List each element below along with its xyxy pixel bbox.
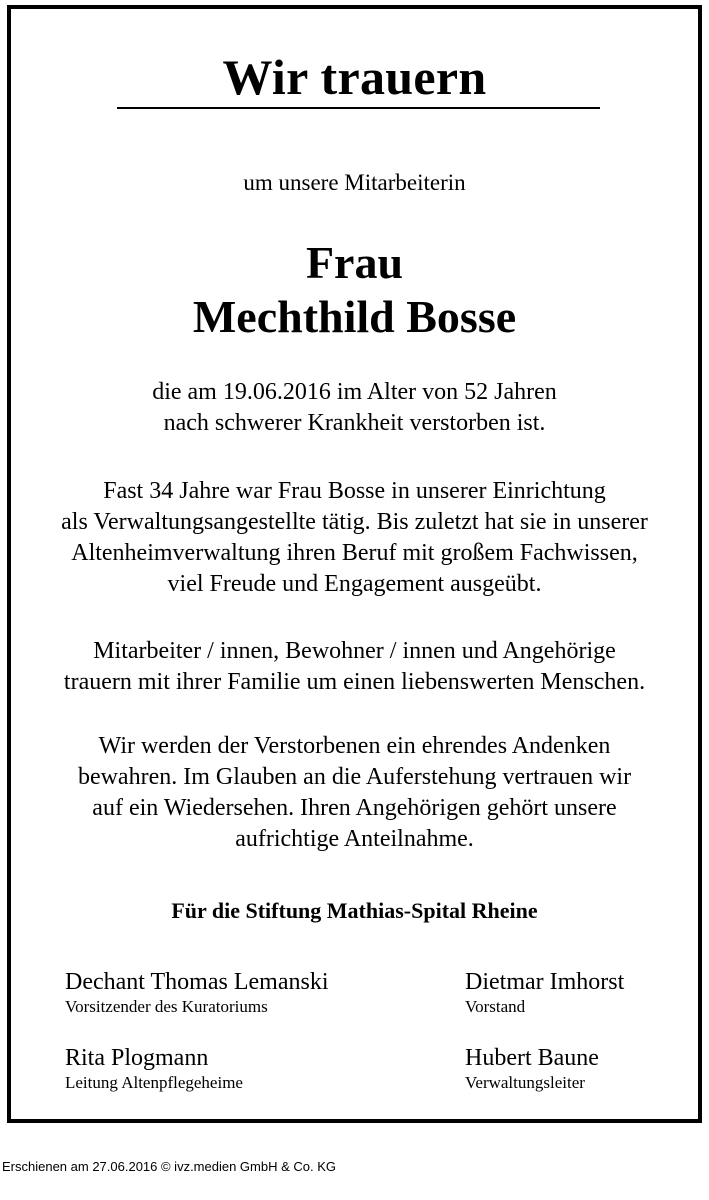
signer-block	[465, 968, 624, 1018]
deceased-name	[11, 236, 698, 344]
paragraph-line: trauern mit ihrer Familie um einen liebenswerten Menschen.	[63, 669, 646, 695]
signer-name: Hubert Baune	[465, 1045, 599, 1071]
deceased-salutation: Frau	[305, 237, 404, 288]
signer-block	[465, 1044, 599, 1094]
paragraph-line: bewahren. Im Glauben an die Auferstehung vertrauen wir	[77, 764, 632, 790]
obituary-notice	[7, 5, 702, 1123]
paragraph-line: aufrichtige Anteilnahme.	[235, 826, 474, 852]
paragraph-line: die am 19.06.2016 im Alter von 52 Jahren	[152, 379, 557, 405]
deceased-full-name: Mechthild Bosse	[192, 291, 517, 342]
notice-headline: Wir trauern	[222, 49, 487, 105]
paragraph-line: als Verwaltungsangestellte tätig. Bis zuletzt hat sie in unserer	[61, 509, 648, 535]
paragraph-line: Mitarbeiter / innen, Bewohner / innen und Angehörige	[93, 638, 616, 664]
paragraph-remembrance	[11, 731, 698, 855]
paragraph-death-details	[11, 377, 698, 439]
paragraph-line: Wir werden der Verstorbenen ein ehrendes Andenken	[98, 733, 611, 759]
signer-role: Vorsitzender des Kuratoriums	[65, 997, 268, 1016]
publication-footer: Erschienen am 27.06.2016 © ivz.medien GmbH & Co. KG	[2, 1159, 337, 1174]
paragraph-line: viel Freude und Engagement ausgeübt.	[167, 571, 542, 597]
signer-role: Leitung Altenpflegeheime	[65, 1073, 243, 1092]
signer-name: Dietmar Imhorst	[465, 969, 625, 995]
paragraph-line: nach schwerer Krankheit verstorben ist.	[163, 410, 546, 436]
paragraph-line: auf ein Wiedersehen. Ihren Angehörigen gehört unsere	[92, 795, 617, 821]
signer-name: Rita Plogmann	[65, 1045, 209, 1071]
paragraph-line: Altenheimverwaltung ihren Beruf mit großem Fachwissen,	[71, 540, 638, 566]
signer-name: Dechant Thomas Lemanski	[65, 969, 329, 995]
headline-divider	[117, 107, 600, 109]
paragraph-line: Fast 34 Jahre war Frau Bosse in unserer Einrichtung	[103, 478, 606, 504]
signer-role: Vorstand	[465, 997, 526, 1016]
notice-intro: um unsere Mitarbeiterin	[243, 170, 466, 195]
foundation-name: Für die Stiftung Mathias-Spital Rheine	[171, 898, 538, 923]
signer-role: Verwaltungsleiter	[465, 1073, 585, 1092]
signer-block	[65, 968, 328, 1018]
paragraph-mourners	[11, 636, 698, 698]
signer-block	[65, 1044, 243, 1094]
paragraph-career	[11, 476, 698, 600]
